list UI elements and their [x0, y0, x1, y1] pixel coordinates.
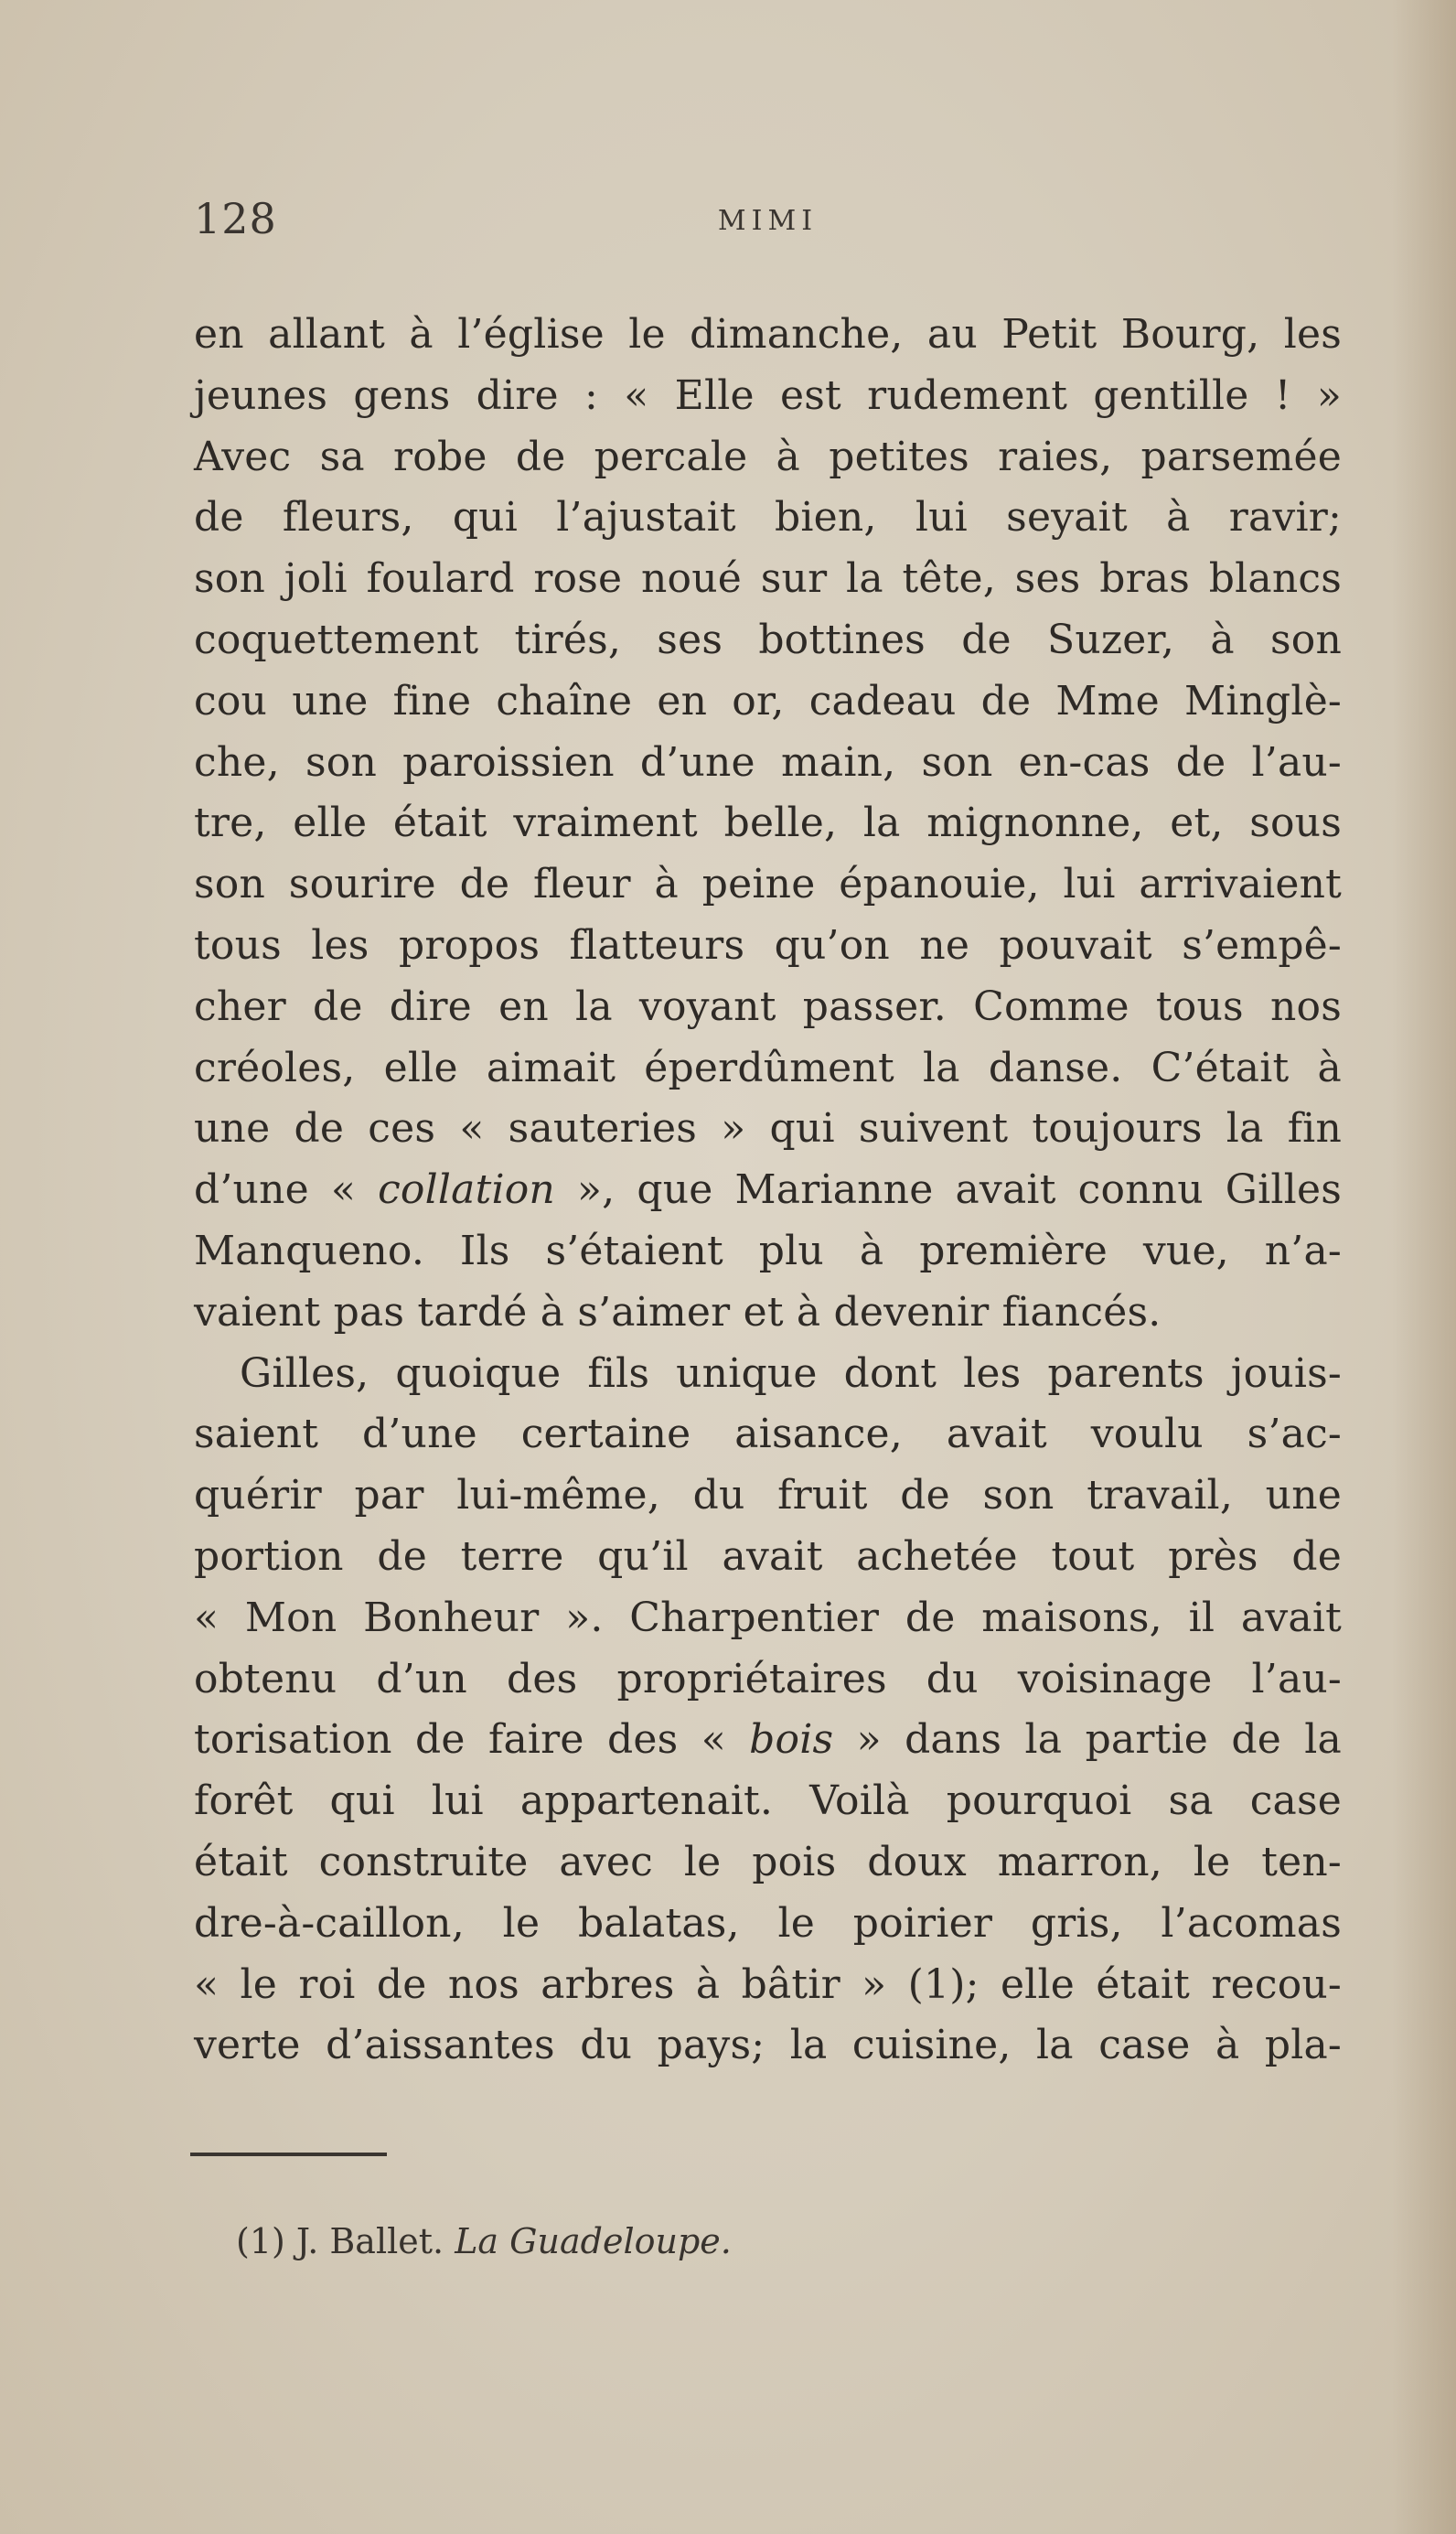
body-text [194, 305, 1342, 2077]
text-line: tre, elle était vraiment belle, la mignonne, et, sous [194, 800, 1342, 847]
text-line [194, 1710, 1342, 1771]
page-edge-shadow [1392, 0, 1456, 2534]
text-line: saient d’une certaine aisance, avait voulu s’ac- [194, 1411, 1342, 1458]
text-line: quérir par lui-même, du fruit de son travail, une [194, 1472, 1342, 1519]
text-line: Avec sa robe de percale à petites raies, parsemée [194, 433, 1342, 480]
text-line: dre-à-caillon, le balatas, le poirier gris, l’acomas [194, 1899, 1342, 1947]
text-line: obtenu d’un des propriétaires du voisinage l’au- [194, 1655, 1342, 1702]
text-run: torisation de faire des « [194, 1716, 750, 1764]
footnote-title: La Guadeloupe. [455, 2221, 732, 2261]
text-line: forêt qui lui appartenait. Voilà pourquoi sa case [194, 1777, 1342, 1825]
paragraph-start-line: Gilles, quoique fils unique dont les parents jouis- [240, 1349, 1342, 1397]
text-line: cou une fine chaîne en or, cadeau de Mme Minglè- [194, 677, 1342, 725]
italic-word: collation [378, 1166, 555, 1214]
footnote-rule [190, 2153, 387, 2156]
page-number: 128 [194, 194, 277, 243]
text-line: che, son paroissien d’une main, son en-cas de l’au- [194, 738, 1342, 786]
text-line: une de ces « sauteries » qui suivent toujours la fin [194, 1105, 1342, 1153]
text-line: coquettement tirés, ses bottines de Suzer, à son [194, 616, 1342, 663]
text-line: « Mon Bonheur ». Charpentier de maisons, il avait [194, 1594, 1342, 1641]
text-line: Manqueno. Ils s’étaient plu à première vue, n’a- [194, 1227, 1342, 1274]
text-line: verte d’aissantes du pays; la cuisine, la case à pla- [194, 2022, 1342, 2069]
footnote [236, 2218, 732, 2264]
text-run: » dans la partie de la [833, 1716, 1342, 1764]
text-line: son sourire de fleur à peine épanouie, lui arrivaient [194, 861, 1342, 908]
text-line: jeunes gens dire : « Elle est rudement gentille ! » [194, 371, 1342, 419]
text-line: portion de terre qu’il avait achetée tout près de [194, 1532, 1342, 1580]
running-title: MIMI [717, 205, 819, 237]
footnote-author: J. Ballet. [295, 2221, 444, 2261]
text-line: son joli foulard rose noué sur la tête, ses bras blancs [194, 555, 1342, 603]
text-line [194, 1160, 1342, 1221]
text-line: en allant à l’église le dimanche, au Petit Bourg, les [194, 311, 1342, 358]
text-line: était construite avec le pois doux marron, le ten- [194, 1838, 1342, 1885]
text-run: », que Marianne avait connu Gilles [554, 1166, 1342, 1214]
text-line: tous les propos flatteurs qu’on ne pouvait s’empê- [194, 921, 1342, 969]
text-run: d’une « [194, 1166, 379, 1214]
footnote-marker: (1) [236, 2221, 285, 2261]
text-line: de fleurs, qui l’ajustait bien, lui seyait à ravir; [194, 494, 1342, 542]
running-head [194, 194, 1342, 249]
text-line: « le roi de nos arbres à bâtir » (1); elle était recou- [194, 1960, 1342, 2008]
text-line: cher de dire en la voyant passer. Comme tous nos [194, 982, 1342, 1030]
text-line: créoles, elle aimait éperdûment la danse. C’était à [194, 1044, 1342, 1091]
paragraph-end-line: vaient pas tardé à s’aimer et à devenir fiancés. [194, 1288, 1162, 1336]
italic-word: bois [749, 1716, 834, 1764]
